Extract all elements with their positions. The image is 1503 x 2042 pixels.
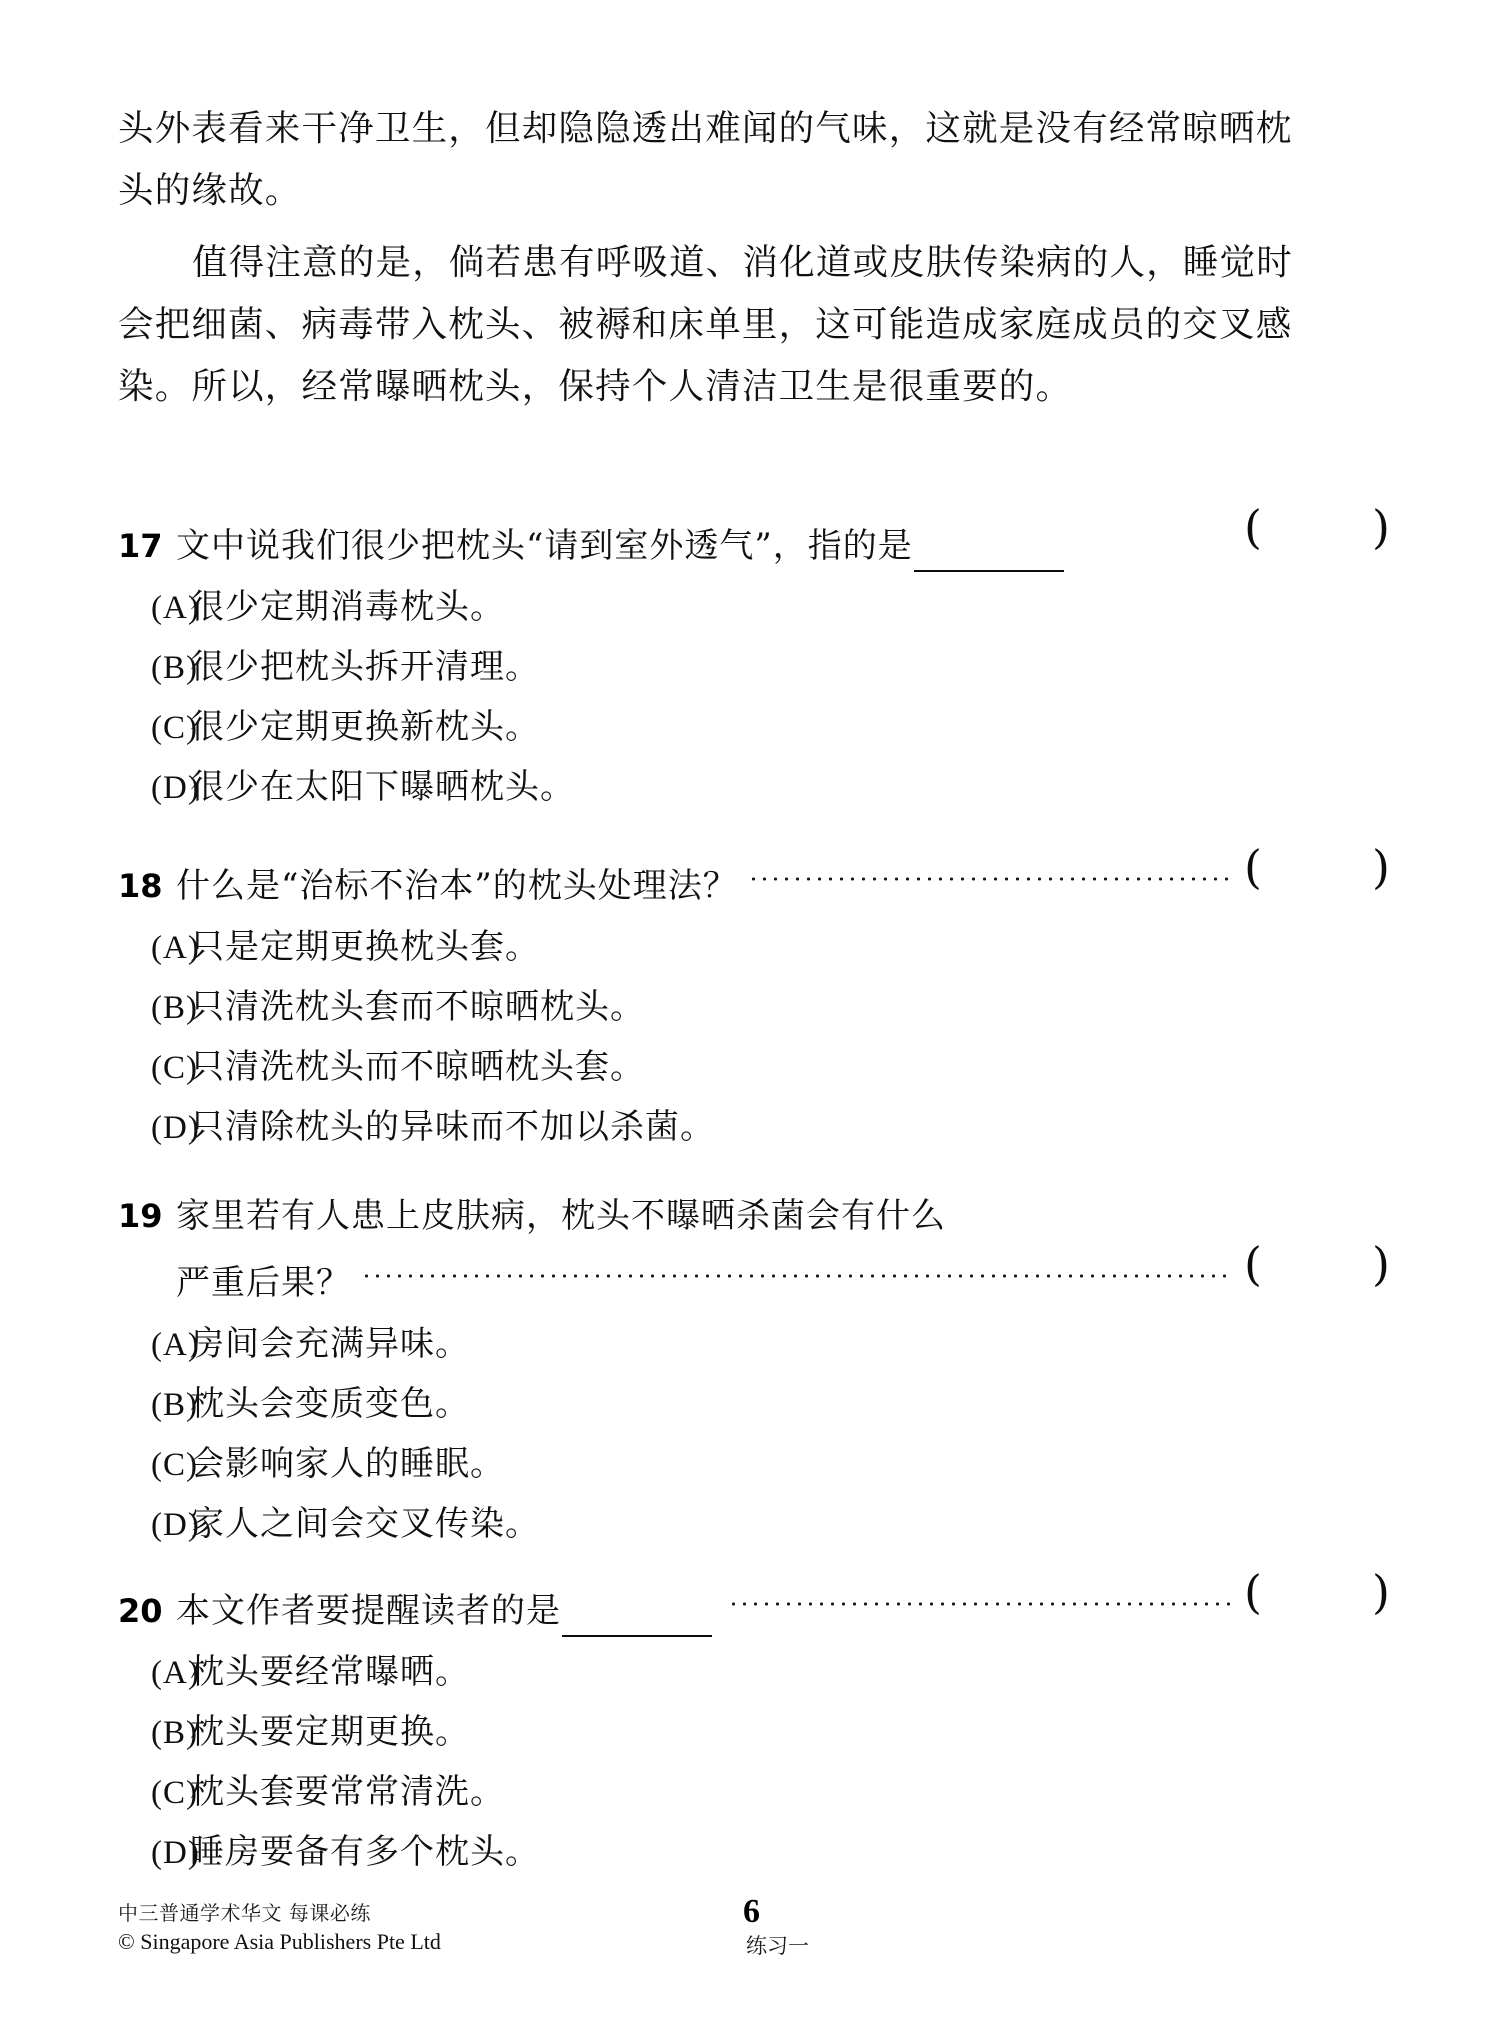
option-label: (B)	[151, 990, 198, 1026]
dotted-leader	[728, 1593, 1234, 1615]
answer-parentheses-box[interactable]	[1244, 840, 1390, 897]
option-label: (A)	[151, 590, 200, 626]
question-text: 家里若有人患上皮肤病，枕头不曝晒杀菌会有什么	[176, 1196, 946, 1236]
option-text: 枕头要经常曝晒。	[190, 1652, 470, 1692]
question-number: 19	[118, 1197, 163, 1235]
paren-right: )	[1372, 840, 1390, 894]
option-row[interactable]	[118, 1375, 1390, 1435]
option-row[interactable]	[118, 1435, 1390, 1495]
answer-parentheses-box[interactable]	[1244, 500, 1390, 557]
passage-line: 头的缘故。	[118, 170, 302, 211]
option-label: (D)	[151, 1507, 200, 1543]
option-text: 枕头套要常常清洗。	[190, 1772, 505, 1812]
reading-passage	[118, 98, 1388, 418]
dotted-leader	[748, 868, 1234, 890]
page-footer	[0, 1893, 1503, 2020]
option-row[interactable]	[118, 1038, 1390, 1098]
option-text: 很少定期更换新枕头。	[190, 707, 540, 747]
paren-right: )	[1372, 1237, 1390, 1291]
option-label: (A)	[151, 1655, 200, 1691]
answer-blank-line[interactable]	[562, 1601, 712, 1637]
option-text: 家人之间会交叉传染。	[190, 1504, 540, 1544]
footer-page-marker	[0, 1892, 1503, 1960]
option-label: (D)	[151, 770, 200, 806]
option-list	[118, 578, 1390, 818]
option-list	[118, 1643, 1390, 1883]
option-label: (D)	[151, 1110, 200, 1146]
option-row[interactable]	[118, 578, 1390, 638]
option-label: (C)	[151, 1050, 198, 1086]
question-stem-row	[118, 840, 1390, 912]
option-text: 枕头会变质变色。	[190, 1384, 470, 1424]
dotted-leader	[361, 1265, 1234, 1287]
option-text: 只清洗枕头而不晾晒枕头套。	[190, 1047, 645, 1087]
option-text: 房间会充满异味。	[190, 1324, 470, 1364]
paragraph-gap	[118, 222, 1388, 232]
answer-parentheses-box[interactable]	[1244, 1565, 1390, 1622]
option-text: 只清除枕头的异味而不加以杀菌。	[190, 1107, 715, 1147]
paren-left: (	[1244, 500, 1262, 554]
answer-blank-line[interactable]	[914, 536, 1064, 572]
option-text: 只清洗枕头套而不晾晒枕头。	[190, 987, 645, 1027]
paren-right: )	[1372, 1565, 1390, 1619]
answer-box-placeholder	[1244, 1175, 1390, 1227]
option-row[interactable]	[118, 638, 1390, 698]
question-text: 什么是“治标不治本”的枕头处理法？	[176, 866, 738, 906]
question-number: 20	[118, 1592, 163, 1630]
option-label: (D)	[151, 1835, 200, 1871]
question-text: 本文作者要提醒读者的是	[176, 1591, 561, 1631]
option-row[interactable]	[118, 978, 1390, 1038]
option-row[interactable]	[118, 1098, 1390, 1158]
option-label: (A)	[151, 1327, 200, 1363]
option-text: 很少在太阳下曝晒枕头。	[190, 767, 575, 807]
question-stem-row	[118, 1175, 1390, 1242]
paren-right: )	[1372, 500, 1390, 554]
question-stem-row	[118, 500, 1390, 572]
option-row[interactable]	[118, 1703, 1390, 1763]
question-text: 文中说我们很少把枕头“请到室外透气”，指的是	[176, 526, 913, 566]
question-block	[118, 1175, 1390, 1555]
option-list	[118, 918, 1390, 1158]
option-row[interactable]	[118, 698, 1390, 758]
option-text: 睡房要备有多个枕头。	[190, 1832, 540, 1872]
option-text: 只是定期更换枕头套。	[190, 927, 540, 967]
option-row[interactable]	[118, 758, 1390, 818]
passage-line: 头外表看来干净卫生，但却隐隐透出难闻的气味，这就是没有经常晾晒枕	[118, 108, 1293, 149]
option-row[interactable]	[118, 1823, 1390, 1883]
footer-copyright: © Singapore Asia Publishers Pte Ltd	[118, 1929, 441, 1954]
exercise-label: 练习一	[746, 1934, 809, 1958]
question-number: 17	[118, 527, 163, 565]
option-text: 很少把枕头拆开清理。	[190, 647, 540, 687]
paren-left: (	[1244, 1565, 1262, 1619]
question-block	[118, 1565, 1390, 1883]
page-number: 6	[743, 1893, 760, 1930]
option-row[interactable]	[118, 1763, 1390, 1823]
option-text: 很少定期消毒枕头。	[190, 587, 505, 627]
option-label: (C)	[151, 710, 198, 746]
option-row[interactable]	[118, 1315, 1390, 1375]
option-row[interactable]	[118, 1643, 1390, 1703]
option-text: 会影响家人的睡眠。	[190, 1444, 505, 1484]
leader-spacer	[1080, 528, 1234, 550]
option-row[interactable]	[118, 918, 1390, 978]
footer-series-title: 中三普通学术华文 每课必练	[118, 1901, 371, 1925]
option-label: (B)	[151, 1387, 198, 1423]
passage-line: 染。所以，经常曝晒枕头，保持个人清洁卫生是很重要的。	[118, 366, 1073, 407]
paren-left: (	[1244, 1237, 1262, 1291]
question-block	[118, 500, 1390, 818]
option-row[interactable]	[118, 1495, 1390, 1555]
option-label: (B)	[151, 1715, 198, 1751]
question-text: 严重后果？	[176, 1263, 351, 1303]
question-number: 18	[118, 867, 163, 905]
option-label: (C)	[151, 1447, 198, 1483]
question-block	[118, 840, 1390, 1158]
option-text: 枕头要定期更换。	[190, 1712, 470, 1752]
leader-spacer	[956, 1198, 1234, 1220]
option-label: (A)	[151, 930, 200, 966]
passage-line: 值得注意的是，倘若患有呼吸道、消化道或皮肤传染病的人，睡觉时	[192, 242, 1294, 283]
passage-line: 会把细菌、病毒带入枕头、被褥和床单里，这可能造成家庭成员的交叉感	[118, 304, 1293, 345]
answer-parentheses-box[interactable]	[1244, 1237, 1390, 1294]
option-list	[118, 1315, 1390, 1555]
paren-left: (	[1244, 840, 1262, 894]
question-stem-row	[118, 1565, 1390, 1637]
option-label: (B)	[151, 650, 198, 686]
option-label: (C)	[151, 1775, 198, 1811]
question-stem-row	[118, 1237, 1390, 1309]
